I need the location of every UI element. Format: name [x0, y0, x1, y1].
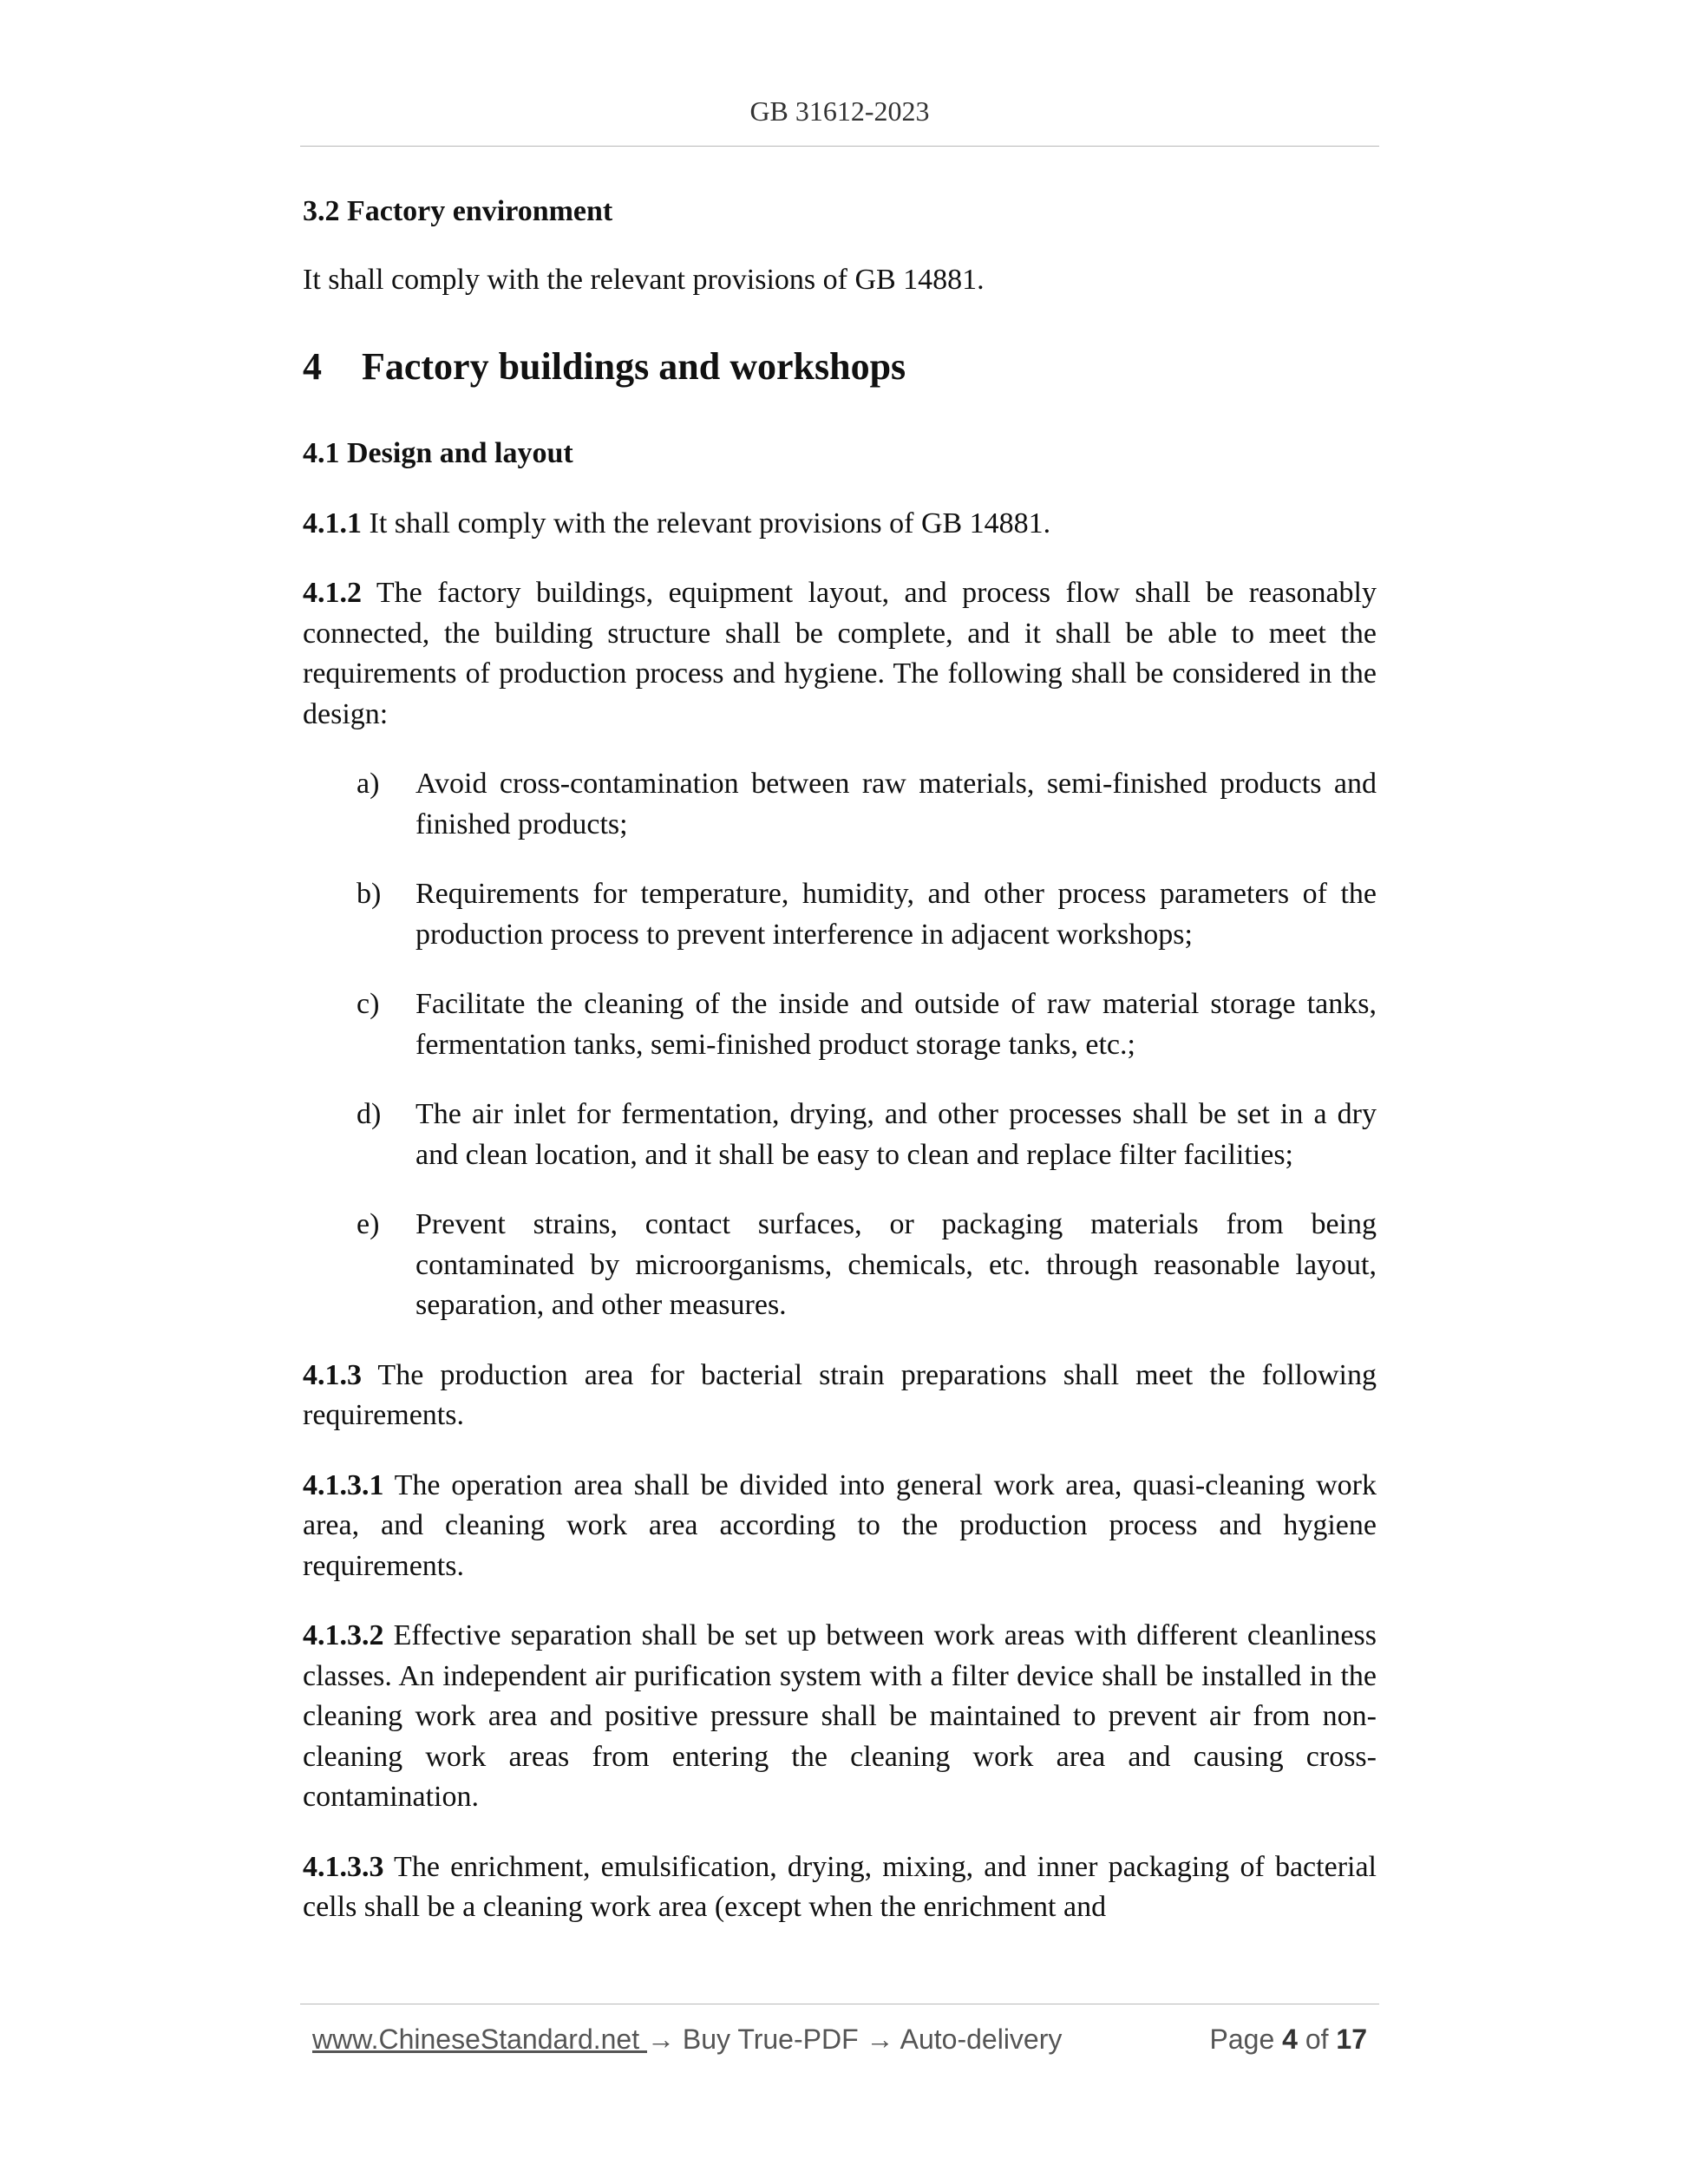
list-item-text: Avoid cross-contamination between raw materials, semi-finished products and finished products;: [415, 768, 1377, 840]
page-number: 4: [1282, 2024, 1298, 2055]
arrow-right-icon: →: [647, 2024, 683, 2055]
paragraph-3-2: It shall comply with the relevant provisions of GB 14881.: [303, 264, 985, 296]
list-item-text: The air inlet for fermentation, drying, and other processes shall be set in a dry and clean location, and it shall be easy to clean and replace filter facilities;: [415, 1098, 1377, 1171]
heading-4-1: 4.1 Design and layout: [303, 436, 573, 469]
arrow-right-icon: →: [858, 2024, 900, 2055]
list-item-text: Facilitate the cleaning of the inside and outside of raw material storage tanks, fermentation tanks, semi-finished product storage tanks, etc.;: [415, 988, 1377, 1061]
clause-text: Effective separation shall be set up between work areas with different cleanliness classes. An independent air purification system with a filter device shall be installed in the cleaning work area and positive pressure shall be maintained to prevent air from non-cleaning work areas from entering the cleaning work area and causing cross-contamination.: [303, 1619, 1377, 1813]
page-word: Page: [1209, 2024, 1275, 2055]
list-item-label: b): [357, 878, 382, 910]
clause-number: 4.1.2: [303, 577, 362, 609]
document-id: GB 31612-2023: [749, 95, 930, 127]
page-total: 17: [1336, 2024, 1367, 2055]
list-item-label: c): [357, 988, 380, 1020]
list-item: [303, 1205, 1377, 1326]
clause-number: 4.1.3: [303, 1358, 362, 1391]
list-item-text: Prevent strains, contact surfaces, or packaging materials from being contaminated by microorganisms, chemicals, etc. through reasonable layout, separation, and other measures.: [415, 1208, 1377, 1321]
clause-text: The operation area shall be divided into general work area, quasi-cleaning work area, and cleaning work area according to the production process and hygiene requirements.: [303, 1468, 1377, 1582]
paragraph-4-1-2: [303, 573, 1377, 735]
heading-3-2: 3.2 Factory environment: [303, 195, 613, 227]
paragraph-4-1-1: [303, 504, 1377, 545]
list-item-text: Requirements for temperature, humidity, and other process parameters of the production process to prevent interference in adjacent workshops;: [415, 878, 1377, 951]
page-indicator: [1210, 2024, 1367, 2056]
heading-4-number: 4: [303, 344, 322, 388]
paragraph-4-1-3: [303, 1356, 1377, 1436]
page-footer: [300, 2004, 1379, 2083]
clause-text: The production area for bacterial strain preparations shall meet the following requirements.: [303, 1358, 1377, 1431]
heading-4-title: Factory buildings and workshops: [362, 344, 906, 388]
paragraph-4-1-3-3: [303, 1847, 1377, 1928]
requirements-list: [303, 764, 1377, 1326]
list-item-label: e): [357, 1208, 380, 1240]
footer-promo: [312, 2024, 1062, 2056]
clause-text: The factory buildings, equipment layout, and process flow shall be reasonably connected, the building structure shall be complete, and it shall be able to meet the requirements of production process and hygiene. The following shall be considered in the design:: [303, 577, 1377, 730]
heading-4: [303, 341, 1377, 393]
clause-text: The enrichment, emulsification, drying, mixing, and inner packaging of bacterial cells shall be a cleaning work area (except when the enrichment and: [303, 1850, 1377, 1923]
chinesestandard-link[interactable]: www.ChineseStandard.net: [312, 2024, 647, 2055]
paragraph-4-1-3-2: [303, 1616, 1377, 1818]
list-item: [303, 764, 1377, 845]
clause-number: 4.1.1: [303, 507, 362, 539]
list-item: [303, 1095, 1377, 1175]
list-item-label: d): [357, 1098, 382, 1130]
document-body: [303, 191, 1377, 1928]
list-item: [303, 874, 1377, 955]
page-header: [300, 85, 1379, 147]
clause-number: 4.1.3.3: [303, 1850, 384, 1883]
clause-text: It shall comply with the relevant provisions of GB 14881.: [362, 507, 1051, 539]
clause-number: 4.1.3.1: [303, 1468, 384, 1501]
buy-true-pdf-text: Buy True-PDF: [682, 2024, 859, 2055]
of-word: of: [1305, 2024, 1329, 2055]
paragraph-4-1-3-1: [303, 1466, 1377, 1587]
auto-delivery-text: Auto-delivery: [900, 2024, 1063, 2055]
list-item-label: a): [357, 768, 380, 800]
list-item: [303, 984, 1377, 1065]
clause-number: 4.1.3.2: [303, 1619, 384, 1651]
